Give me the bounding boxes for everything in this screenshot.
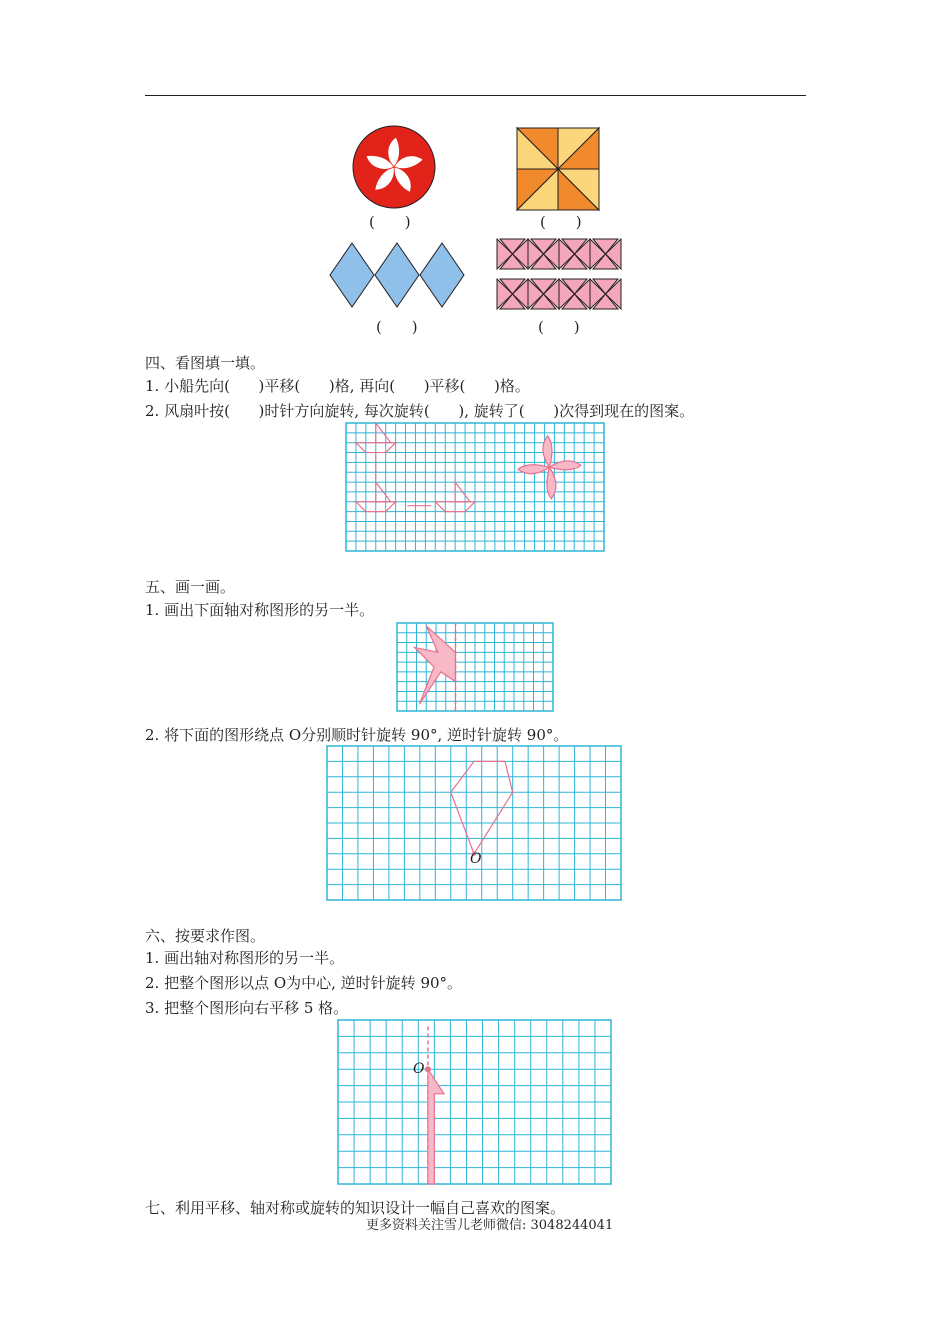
grid-symmetry-half: [397, 623, 553, 711]
arrow-half-shape: [428, 1069, 444, 1184]
section7-heading: 七、利用平移、轴对称或旋转的知识设计一幅自己喜欢的图案。: [145, 1199, 566, 1217]
section6-heading: 六、按要求作图。: [145, 927, 266, 945]
section4-heading: 四、看图填一填。: [145, 354, 266, 372]
symmetric-half-shape: [415, 626, 456, 704]
bowtie-pattern-figure: [497, 239, 621, 309]
windmill-figure: [517, 128, 599, 210]
answer-paren-4: ( ): [538, 318, 581, 336]
arrow-point-o-label: O: [413, 1061, 425, 1077]
diamonds-figure: [330, 243, 464, 307]
hk-flag-emblem: [352, 125, 436, 209]
section5-heading: 五、画一画。: [145, 578, 236, 596]
section5-q1: 1. 画出下面轴对称图形的另一半。: [145, 601, 375, 619]
answer-paren-3: ( ): [376, 318, 419, 336]
grid-arrow-figure: [338, 1020, 611, 1184]
kite-point-o-label: O: [470, 851, 482, 867]
section6-q1: 1. 画出轴对称图形的另一半。: [145, 949, 345, 967]
answer-paren-1: ( ): [369, 213, 412, 231]
section5-q2: 2. 将下面的图形绕点 O分别顺时针旋转 90°, 逆时针旋转 90°。: [145, 726, 569, 744]
section6-q3: 3. 把整个图形向右平移 5 格。: [145, 999, 349, 1017]
arrow-point-o: [425, 1066, 431, 1072]
section6-q2: 2. 把整个图形以点 O为中心, 逆时针旋转 90°。: [145, 974, 463, 992]
section4-q2: 2. 风扇叶按( )时针方向旋转, 每次旋转( ), 旋转了( )次得到现在的图案。: [145, 402, 695, 420]
footer-wechat-note: 更多资料关注雪儿老师微信: 3048244041: [366, 1218, 614, 1233]
section4-q1: 1. 小船先向( )平移( )格, 再向( )平移( )格。: [145, 377, 530, 395]
grid-boat-fan: [346, 423, 604, 551]
header-rule: [145, 95, 806, 96]
grid-kite-rotate: [327, 746, 621, 900]
answer-paren-2: ( ): [540, 213, 583, 231]
